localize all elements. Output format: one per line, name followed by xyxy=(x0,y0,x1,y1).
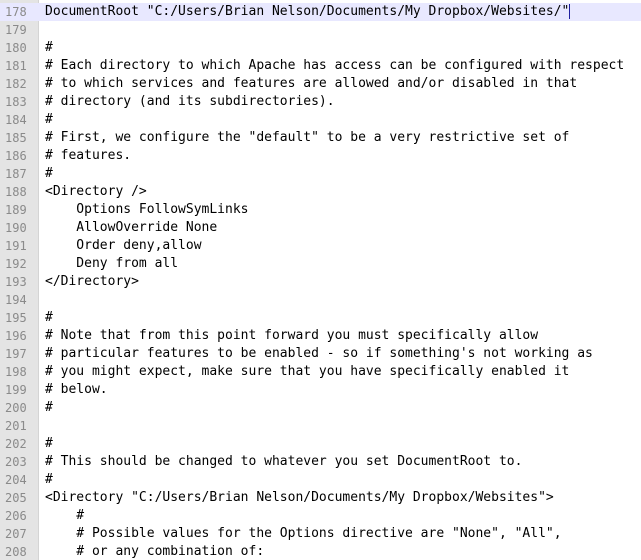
line-content: # below. xyxy=(45,382,108,397)
code-line[interactable] xyxy=(0,327,641,345)
line-number: 195 xyxy=(5,311,27,325)
code-line[interactable] xyxy=(0,39,641,57)
line-number: 197 xyxy=(5,347,27,361)
code-line[interactable] xyxy=(0,183,641,201)
line-content: </Directory> xyxy=(45,274,139,289)
line-text[interactable] xyxy=(45,327,538,345)
line-number: 190 xyxy=(5,221,27,235)
line-number: 200 xyxy=(5,401,27,415)
line-text[interactable] xyxy=(45,525,562,543)
line-number: 188 xyxy=(5,185,27,199)
line-content: # Note that from this point forward you must specifically allow xyxy=(45,328,539,343)
line-number: 208 xyxy=(5,545,27,559)
line-number: 196 xyxy=(5,329,27,343)
line-content: Order deny,allow xyxy=(45,238,202,253)
line-number: 204 xyxy=(5,473,27,487)
line-text[interactable] xyxy=(45,273,139,291)
line-text[interactable] xyxy=(45,237,202,255)
code-line[interactable] xyxy=(0,147,641,165)
code-line[interactable] xyxy=(0,57,641,75)
line-text[interactable] xyxy=(45,111,53,129)
line-number: 191 xyxy=(5,239,27,253)
line-text[interactable] xyxy=(45,183,147,201)
line-content: # xyxy=(45,310,53,325)
line-text[interactable] xyxy=(45,39,53,57)
line-text[interactable] xyxy=(45,93,335,111)
line-content: # xyxy=(45,436,53,451)
line-number: 183 xyxy=(5,95,27,109)
code-line[interactable] xyxy=(0,111,641,129)
code-line[interactable] xyxy=(0,525,641,543)
code-line[interactable] xyxy=(0,471,641,489)
line-text[interactable] xyxy=(45,543,264,560)
code-line[interactable] xyxy=(0,345,641,363)
code-line[interactable] xyxy=(0,201,641,219)
line-text[interactable] xyxy=(45,75,577,93)
line-number: 198 xyxy=(5,365,27,379)
code-line[interactable] xyxy=(0,21,641,39)
line-content: <Directory /> xyxy=(45,184,147,199)
line-text[interactable] xyxy=(45,255,178,273)
code-line[interactable] xyxy=(0,435,641,453)
line-content: # xyxy=(45,508,85,523)
line-text[interactable] xyxy=(45,3,570,21)
line-number: 202 xyxy=(5,437,27,451)
line-text[interactable] xyxy=(45,129,569,147)
code-line[interactable] xyxy=(0,237,641,255)
line-text[interactable] xyxy=(45,309,53,327)
line-content: <Directory "C:/Users/Brian Nelson/Documents/My Dropbox/Websites"> xyxy=(45,490,554,505)
line-content: # particular features to be enabled - so if something's not working as xyxy=(45,346,593,361)
line-text[interactable] xyxy=(45,399,53,417)
line-text[interactable] xyxy=(45,435,53,453)
code-line[interactable] xyxy=(0,255,641,273)
code-line[interactable] xyxy=(0,273,641,291)
code-line[interactable] xyxy=(0,129,641,147)
code-line[interactable] xyxy=(0,399,641,417)
line-text[interactable] xyxy=(45,471,53,489)
line-content: # xyxy=(45,472,53,487)
line-content: Deny from all xyxy=(45,256,179,271)
line-content: Options FollowSymLinks xyxy=(45,202,249,217)
code-line[interactable] xyxy=(0,219,641,237)
code-line[interactable] xyxy=(0,417,641,435)
line-number: 189 xyxy=(5,203,27,217)
code-line[interactable] xyxy=(0,291,641,309)
line-content: # xyxy=(45,166,53,181)
line-text[interactable] xyxy=(45,57,624,75)
line-number: 179 xyxy=(5,23,27,37)
line-content: # Each directory to which Apache has access can be configured with respect xyxy=(45,58,625,73)
line-text[interactable] xyxy=(45,219,217,237)
code-lines[interactable] xyxy=(0,3,641,560)
line-text[interactable] xyxy=(45,345,593,363)
line-number: 178 xyxy=(5,5,27,19)
line-content: # you might expect, make sure that you have specifically enabled it xyxy=(45,364,570,379)
line-text[interactable] xyxy=(45,381,108,399)
line-content: # directory (and its subdirectories). xyxy=(45,94,335,109)
code-line[interactable] xyxy=(0,489,641,507)
code-line[interactable] xyxy=(0,453,641,471)
line-text[interactable] xyxy=(45,363,569,381)
line-content: # Possible values for the Options directive are "None", "All", xyxy=(45,526,562,541)
line-text[interactable] xyxy=(45,201,249,219)
line-number: 192 xyxy=(5,257,27,271)
text-cursor xyxy=(569,4,570,19)
line-number: 184 xyxy=(5,113,27,127)
line-text[interactable] xyxy=(45,453,522,471)
line-content: # xyxy=(45,40,53,55)
line-number: 182 xyxy=(5,77,27,91)
line-number: 180 xyxy=(5,41,27,55)
line-number: 193 xyxy=(5,275,27,289)
line-number: 201 xyxy=(5,419,27,433)
line-number: 206 xyxy=(5,509,27,523)
code-line[interactable] xyxy=(0,363,641,381)
line-number: 186 xyxy=(5,149,27,163)
line-number: 181 xyxy=(5,59,27,73)
line-text[interactable] xyxy=(45,507,84,525)
line-text[interactable] xyxy=(45,147,131,165)
line-content: # First, we configure the "default" to be a very restrictive set of xyxy=(45,130,570,145)
code-line[interactable] xyxy=(0,165,641,183)
code-line[interactable] xyxy=(0,309,641,327)
line-content: # This should be changed to whatever you set DocumentRoot to. xyxy=(45,454,523,469)
code-line[interactable] xyxy=(0,75,641,93)
line-number: 199 xyxy=(5,383,27,397)
line-number: 205 xyxy=(5,491,27,505)
line-number: 207 xyxy=(5,527,27,541)
code-line[interactable] xyxy=(0,543,641,560)
line-number: 185 xyxy=(5,131,27,145)
line-content: # to which services and features are allowed and/or disabled in that xyxy=(45,76,578,91)
line-content: DocumentRoot "C:/Users/Brian Nelson/Documents/My Dropbox/Websites/" xyxy=(45,4,570,19)
line-content: # xyxy=(45,400,53,415)
code-line[interactable] xyxy=(0,93,641,111)
line-content: # or any combination of: xyxy=(45,544,265,559)
line-content: # features. xyxy=(45,148,132,163)
code-line[interactable] xyxy=(0,3,641,21)
code-line[interactable] xyxy=(0,507,641,525)
line-text[interactable] xyxy=(45,489,554,507)
line-number: 187 xyxy=(5,167,27,181)
line-content: AllowOverride None xyxy=(45,220,218,235)
line-text[interactable] xyxy=(45,165,53,183)
line-number: 203 xyxy=(5,455,27,469)
line-number: 194 xyxy=(5,293,27,307)
line-content: # xyxy=(45,112,53,127)
code-line[interactable] xyxy=(0,381,641,399)
